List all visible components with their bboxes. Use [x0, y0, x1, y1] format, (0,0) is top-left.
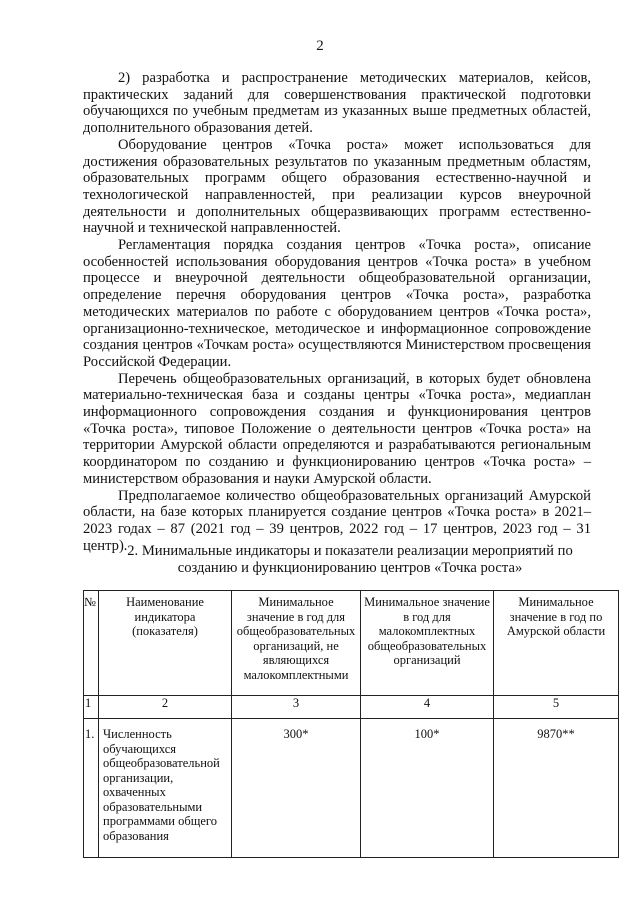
row-indicator-name: Численность обучающихся общеобразовательной организации, охваченных образовательными программами общего образования — [99, 719, 232, 858]
index-cell: 5 — [494, 696, 619, 719]
header-min-small: Минимальное значение в год для малокомплектных общеобразовательных организаций — [361, 591, 494, 696]
index-cell: 4 — [361, 696, 494, 719]
header-min-region: Минимальное значение в год по Амурской области — [494, 591, 619, 696]
row-number: 1. — [84, 719, 99, 858]
table-index-row — [84, 696, 619, 719]
header-number: № — [84, 591, 99, 696]
row-min-region: 9870** — [494, 719, 619, 858]
header-min-regular: Минимальное значение в год для общеобразовательных организаций, не являющихся малокомплектными — [232, 591, 361, 696]
header-indicator-name: Наименование индикатора (показателя) — [99, 591, 232, 696]
row-min-small: 100* — [361, 719, 494, 858]
indicators-table — [83, 590, 619, 858]
body-text — [83, 70, 591, 554]
paragraph-1: 2) разработка и распространение методических материалов, кейсов, практических заданий для совершенствования практической подготовки обучающихся по учебным предметам из указанных выше предметных областей, дополнительного образования детей. — [83, 70, 591, 137]
row-min-regular: 300* — [232, 719, 361, 858]
index-cell: 1 — [84, 696, 99, 719]
index-cell: 3 — [232, 696, 361, 719]
page-number: 2 — [316, 38, 324, 54]
section-title: 2. Минимальные индикаторы и показатели реализации мероприятий по созданию и функционированию центров «Точка роста» — [127, 543, 573, 576]
paragraph-3: Регламентация порядка создания центров «Точка роста», описание особенностей использования оборудования центров «Точка роста» в учебном процессе и внеурочной деятельности общеобразовательной организации, определение перечня оборудования центров «Точка роста», разработка методических материалов по работе с оборудованием центров «Точка роста», организационно-техническое, методическое и информационное сопровождение создания центров «Точкам роста» осуществляются Министерством просвещения Российской Федерации. — [83, 237, 591, 370]
paragraph-4: Перечень общеобразовательных организаций, в которых будет обновлена материально-техническая база и созданы центры «Точка роста», медиаплан информационного сопровождения создания и функционирования центров «Точка роста», типовое Положение о деятельности центров «Точка роста» на территории Амурской области определяются и разрабатываются региональным координатором по созданию и функционированию центров «Точка роста» – министерством образования и науки Амурской области. — [83, 370, 591, 487]
table-row — [84, 719, 619, 858]
paragraph-5: Предполагаемое количество общеобразовательных организаций Амурской области, на базе которых планируется создание центров «Точка роста» в 2021–2023 годах – 87 (2021 год – 39 центров, 2022 год – 17 центров, 2023 год – 31 центр). — [83, 487, 591, 554]
table-header-row — [84, 591, 619, 696]
index-cell: 2 — [99, 696, 232, 719]
paragraph-2: Оборудование центров «Точка роста» может использоваться для достижения образовательных результатов по указанным предметным областям, образовательных программ общего образования естественно-научной и технологической направленностей, при реализации курсов внеурочной деятельности и дополнительных общеразвивающих программ естественно-научной и технической направленностей. — [83, 136, 591, 237]
